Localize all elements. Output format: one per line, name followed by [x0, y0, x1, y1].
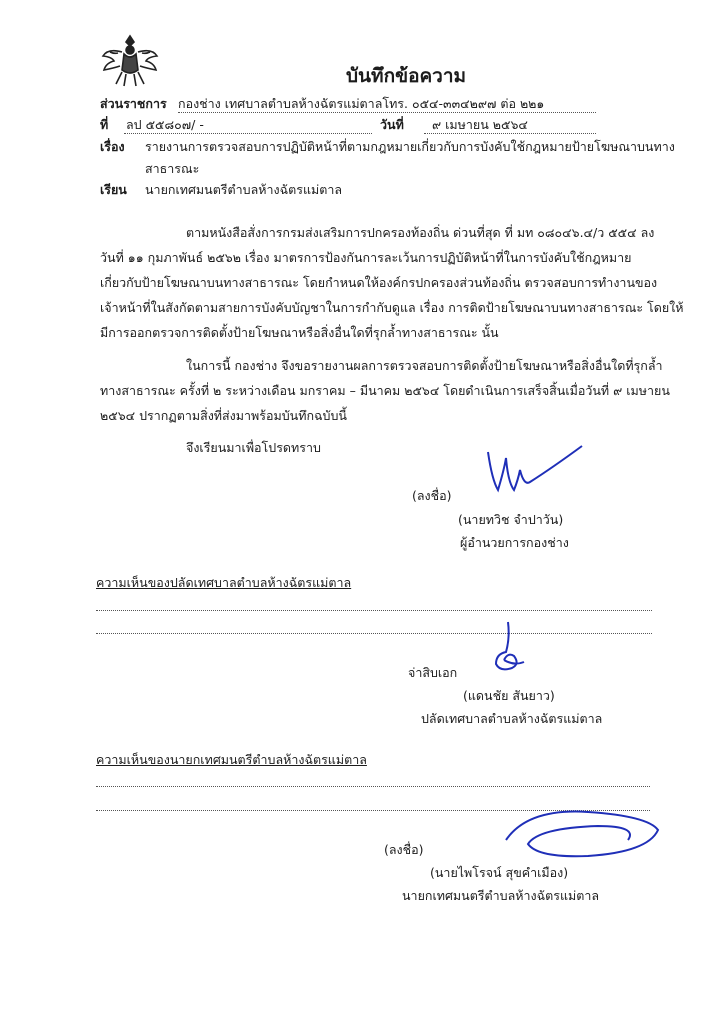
- date-value: ๙ เมษายน ๒๕๖๔: [432, 117, 528, 132]
- opinion1-rank: จ่าสิบเอก: [408, 665, 458, 680]
- agency-label: ส่วนราชการ: [100, 96, 167, 111]
- signature1-position: ผู้อำนวยการกองช่าง: [460, 535, 569, 550]
- subject-label: เรื่อง: [100, 139, 125, 154]
- para2-line-2: ทางสาธารณะ ครั้งที่ ๒ ระหว่างเดือน มกราคม – มีนาคม ๒๕๖๔ โดยดำเนินการเสร็จสิ้นเมื่อวันที่ ๙ เมษายน: [100, 383, 670, 398]
- opinion2-dotline-1: [96, 786, 650, 787]
- opinion2-sign-label: (ลงชื่อ): [384, 842, 424, 857]
- opinion2-heading: ความเห็นของนายกเทศมนตรีตำบลห้างฉัตรแม่ตาล: [96, 752, 367, 767]
- subject-line-1: รายงานการตรวจสอบการปฏิบัติหน้าที่ตามกฎหมายเกี่ยวกับการบังคับใช้กฎหมายป้ายโฆษณาบนทาง: [145, 139, 675, 154]
- ref-dotline: [124, 133, 372, 134]
- opinion1-dotline-2: [96, 633, 652, 634]
- para2-line-1: ในการนี้ กองช่าง จึงขอรายงานผลการตรวจสอบการติดตั้งป้ายโฆษณาหรือสิ่งอื่นใดที่รุกล้ำ: [186, 358, 663, 373]
- ref-label: ที่: [100, 117, 109, 132]
- to-label: เรียน: [100, 182, 127, 197]
- para1-line-1: ตามหนังสือสั่งการกรมส่งเสริมการปกครองท้องถิ่น ด่วนที่สุด ที่ มท ๐๘๐๔๖.๔/ว ๕๕๔ ลง: [186, 225, 655, 240]
- garuda-emblem-icon: [100, 30, 160, 90]
- para1-line-3: เกี่ยวกับป้ายโฆษณาบนทางสาธารณะ โดยกำหนดให้องค์กรปกครองส่วนท้องถิ่น ตรวจสอบการทำงานของ: [100, 275, 658, 290]
- closing-text: จึงเรียนมาเพื่อโปรดทราบ: [186, 440, 321, 455]
- mayor-signature-icon: [498, 800, 668, 864]
- subject-line-2: สาธารณะ: [145, 161, 200, 176]
- opinion2-name: (นายไพโรจน์ สุขคำเมือง): [430, 865, 569, 880]
- opinion2-position: นายกเทศมนตรีตำบลห้างฉัตรแม่ตาล: [402, 888, 600, 903]
- date-label: วันที่: [380, 117, 404, 132]
- agency-value: กองช่าง เทศบาลตำบลห้างฉัตรแม่ตาลโทร. ๐๕๔-๓๓๔๒๙๗ ต่อ ๒๒๑: [178, 96, 545, 111]
- para1-line-4: เจ้าหน้าที่ในสังกัดตามสายการบังคับบัญชาในการกำกับดูแล เรื่อง การติดป้ายโฆษณาบนทางสาธารณะ โดยให้: [100, 300, 684, 315]
- signature1-name: (นายทวิช จำปาวัน): [458, 512, 564, 527]
- deputy-signature-icon: [484, 618, 534, 676]
- date-dotline: [424, 133, 596, 134]
- para1-line-2: วันที่ ๑๑ กุมภาพันธ์ ๒๕๖๒ เรื่อง มาตรการป้องกันการละเว้นการปฏิบัติหน้าที่ในการบังคับใช้กฎหมาย: [100, 250, 632, 265]
- memo-title: บันทึกข้อความ: [346, 65, 467, 87]
- to-value: นายกเทศมนตรีตำบลห้างฉัตรแม่ตาล: [145, 182, 343, 197]
- para2-line-3: ๒๕๖๔ ปรากฏตามสิ่งที่ส่งมาพร้อมบันทึกฉบับนี้: [100, 408, 347, 423]
- opinion1-name: (แดนชัย สันยาว): [463, 688, 555, 703]
- agency-dotline: [178, 112, 596, 113]
- ref-value: ลป ๕๕๘๐๗/ -: [126, 117, 204, 132]
- opinion1-heading: ความเห็นของปลัดเทศบาลตำบลห้างฉัตรแม่ตาล: [96, 575, 352, 590]
- signature1-label: (ลงชื่อ): [412, 488, 452, 503]
- opinion1-dotline-1: [96, 610, 652, 611]
- opinion1-position: ปลัดเทศบาลตำบลห้างฉัตรแม่ตาล: [421, 711, 603, 726]
- director-signature-icon: [482, 440, 592, 500]
- para1-line-5: มีการออกตรวจการติดตั้งป้ายโฆษณาหรือสิ่งอื่นใดที่รุกล้ำทางสาธารณะ นั้น: [100, 325, 499, 340]
